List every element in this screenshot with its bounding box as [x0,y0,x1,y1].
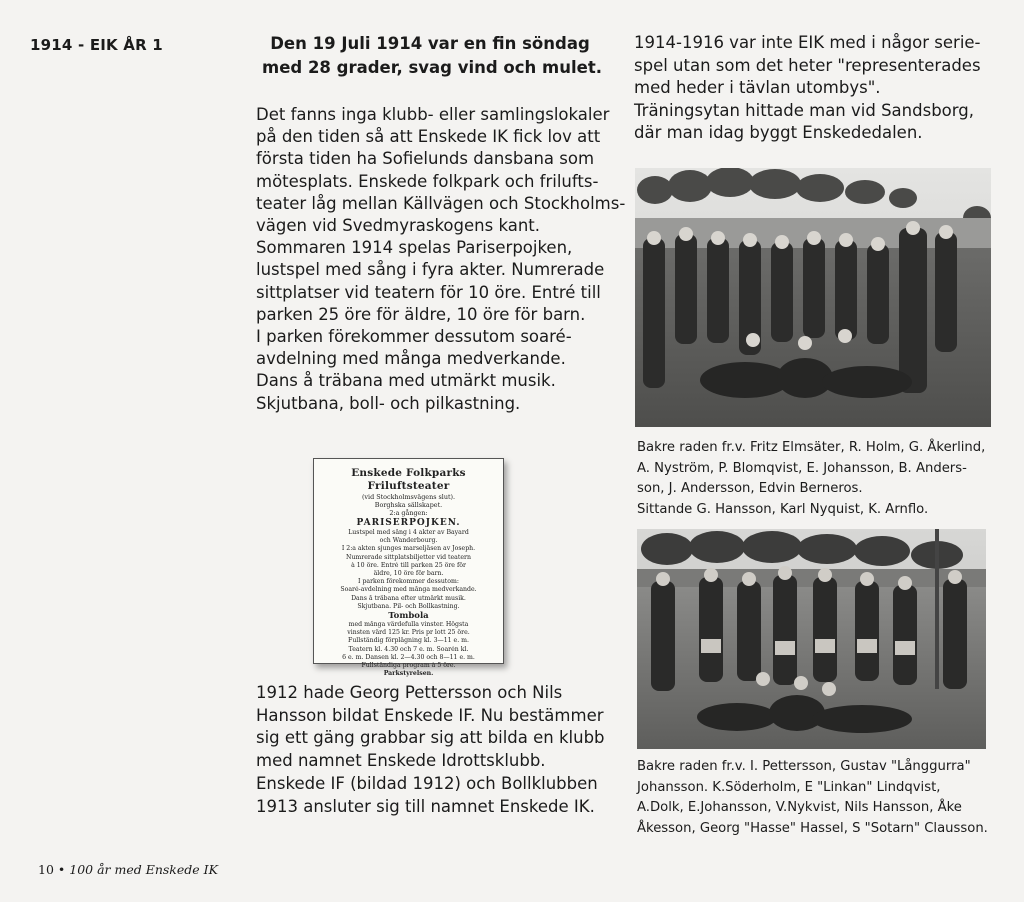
clipping-subtitle: (vid Stockholmsvägens slut). [361,493,456,501]
caption-line: A.Dolk, E.Johansson, V.Nykvist, Nils Hansson, Åke [637,800,962,815]
right-line: Träningsytan hittade man vid Sandsborg, [634,100,974,120]
intro-line: sittplatser vid teatern för 10 öre. Entré till [256,282,601,302]
clipping-subtitle: Borghska sällskapet. [374,501,443,509]
clipping-line: Skjutbana. Pil- och Bollkastning. [357,602,460,610]
right-line: spel utan som det heter "representerades [634,55,981,75]
right-paragraph [634,32,994,145]
intro-line: vägen vid Svedmyraskogens kant. [256,216,540,236]
clipping-line: Dans å träbana efter utmärkt musik. [351,594,466,602]
intro-line: mötesplats. Enskede folkpark och frilufts- [256,171,599,191]
clipping-title: Enskede Folkparks Friluftsteater [351,467,466,492]
section-title: 1914 - EIK ÅR 1 [30,36,163,54]
clipping-line: Fullständiga program à 5 öre. [361,662,456,670]
clipping-play-title: PARISERPOJKEN. [356,518,461,528]
intro-line: avdelning med många medverkande. [256,349,566,369]
history-line: med namnet Enskede Idrottsklubb. [256,751,546,771]
intro-line: Skjutbana, boll- och pilkastning. [256,393,521,413]
clipping-line: Numrerade sittplatsbiljetter vid teatern [346,553,471,561]
caption-line: Bakre raden fr.v. Fritz Elmsäter, R. Holm, G. Åkerlind, [637,440,986,455]
clipping-line: à 10 öre. Entré till parken 25 öre för [351,561,466,569]
clipping-tombola: Tombola [388,611,429,622]
team-photo-1 [635,168,991,427]
clipping-signature: Parkstyrelsen. [383,670,434,678]
history-line: 1912 hade Georg Pettersson och Nils [256,683,563,702]
intro-line: lustspel med sång i fyra akter. Numrerade [256,260,605,280]
caption-line: son, J. Andersson, Edvin Berneros. [637,481,863,496]
intro-line: parken 25 öre för äldre, 10 öre för barn. [256,304,586,324]
history-line: Enskede IF (bildad 1912) och Bollklubben [256,773,598,793]
intro-line: I parken förekommer dessutom soaré- [256,327,572,347]
clipping-line: och Wanderbourg. [379,537,438,545]
team-photo-2 [637,529,986,749]
clipping-line: Lustspel med sång i 4 akter av Bayard [348,529,469,536]
page-footer [38,862,218,877]
intro-line: första tiden ha Sofielunds dansbana som [256,149,595,169]
footer-separator: • [57,862,66,877]
clipping-line: Teatern kl. 4.30 och 7 e. m. Soarén kl. [348,645,469,653]
clipping-line: 6 e. m. Dansen kl. 2—4.30 och 8—11 e. m. [342,653,475,661]
intro-line: på den tiden så att Enskede IK fick lov att [256,127,601,147]
caption-line: A. Nyström, P. Blomqvist, E. Johansson, B. Anders- [637,460,967,476]
caption-line: Sittande G. Hansson, Karl Nyquist, K. Arnflo. [637,501,929,517]
caption-line: Johansson. K.Söderholm, E "Linkan" Lindqvist, [637,779,941,795]
intro-line: Sommaren 1914 spelas Pariserpojken, [256,238,573,258]
headline-line: med 28 grader, svag vind och mulet. [262,58,602,77]
caption-line: Bakre raden fr.v. I. Pettersson, Gustav "Långgurra" [637,759,971,774]
photo-caption-2 [637,757,1007,839]
history-paragraph [256,682,605,818]
clipping-line: I 2:a akten sjunges marseljäsen av Joseph. [341,545,476,553]
clipping-line: Fullständig förplägning kl. 3—11 e. m. [348,637,469,645]
page-number: 10 [38,862,54,877]
newspaper-clipping [313,458,504,678]
clipping-subtitle: 2:a gången: [389,509,428,517]
clipping-line: Soaré-avdelning med många medverkande. [340,586,477,594]
photo-caption-1 [637,438,997,520]
right-line: där man idag byggt Enskededalen. [634,123,923,142]
right-line: 1914-1916 var inte EIK med i någor serie- [634,33,981,52]
history-line: Hansson bildat Enskede IF. Nu bestämmer [256,705,604,725]
intro-line: teater låg mellan Källvägen och Stockholms- [256,193,626,213]
clipping-line: med många värdefulla vinster. Högsta [348,621,469,629]
caption-line: Åkesson, Georg "Hasse" Hassel, S "Sotarn" Clausson. [637,820,988,836]
intro-line: Dans å träbana med utmärkt musik. [256,371,556,391]
book-title: 100 år med Enskede IK [69,862,218,877]
clipping-line: I parken förekommer dessutom: [358,578,459,586]
history-line: sig ett gäng grabbar sig att bilda en klubb [256,728,605,748]
clipping-line: äldre, 10 öre för barn. [373,570,444,578]
intro-paragraph [256,104,626,415]
history-line: 1913 ansluter sig till namnet Enskede IK. [256,796,595,816]
headline [262,32,602,80]
headline-line: Den 19 Juli 1914 var en fin söndag [270,34,590,53]
clipping-line: vinsten värd 125 kr. Pris pr lott 25 öre. [347,629,470,637]
intro-line: Det fanns inga klubb- eller samlingslokaler [256,105,610,124]
right-line: med heder i tävlan utombys". [634,78,881,97]
